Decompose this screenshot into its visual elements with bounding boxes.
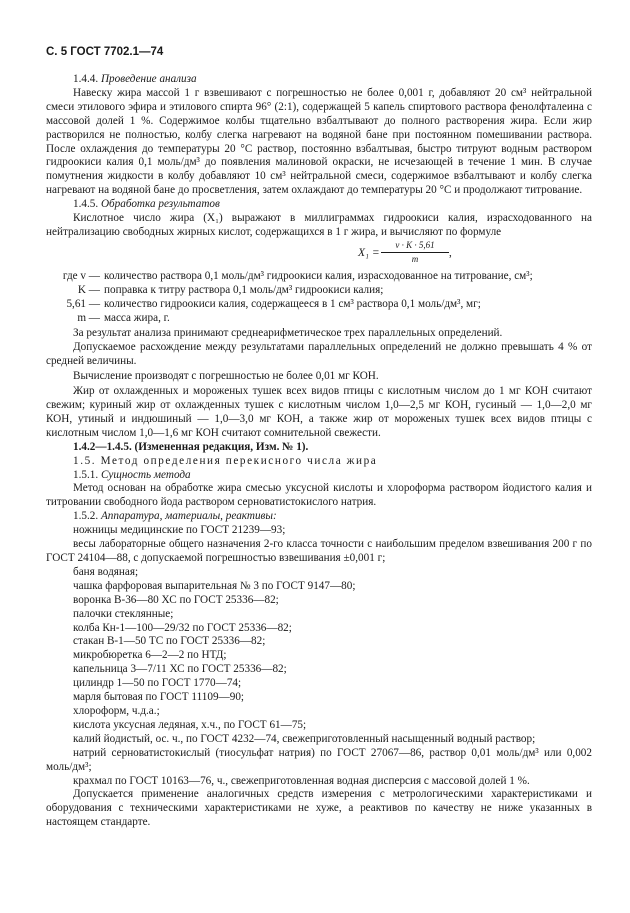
formula-end: ,	[449, 246, 452, 259]
document-body	[46, 73, 592, 830]
section-1-4-5-text: Кислотное число жира (X₁) выражают в миллиграммах гидроокиси калия, израсходованного на нейтрализацию свободных жирных кислот, содержащихся в 1 г жира, и вычисляют по формуле	[46, 212, 592, 238]
formula-lhs: X₁ =	[358, 246, 380, 259]
list-item: Допускается применение аналогичных средств измерения с метрологическими характеристиками и оборудования с техническими характеристиками не хуже, а реактивов по качеству не ниже указанных в настоящем стандарте.	[46, 788, 592, 829]
definition-symbol: где v —	[62, 269, 100, 282]
list-item: хлороформ, ч.д.а.;	[73, 704, 160, 717]
list-item: калий йодистый, ос. ч., по ГОСТ 4232—74, свежеприготовленный насыщенный водный раствор;	[73, 732, 536, 745]
list-item: крахмал по ГОСТ 10163—76, ч., свежеприготовленная водная дисперсия с массовой долей 1 %.	[73, 774, 530, 787]
acid-number-formula	[46, 240, 592, 270]
section-title: Проведение анализа	[100, 73, 197, 85]
list-item: весы лабораторные общего назначения 2-го класса точности с наибольшим пределом взвешивания 200 г по ГОСТ 24104—88, с допускаемой погрешностью взвешивания ±0,001 г;	[46, 538, 592, 564]
section-title: Обработка результатов	[100, 198, 220, 211]
list-item: микробюретка 6—2—2 по НТД;	[73, 649, 227, 662]
list-item: стакан В-1—50 ТС по ГОСТ 25336—82;	[73, 635, 266, 648]
definition-text: масса жира, г.	[104, 311, 170, 324]
list-item: чашка фарфоровая выпарительная № 3 по ГОСТ 9147—80;	[73, 579, 356, 592]
definition-symbol: m —	[77, 311, 100, 324]
definition-text: количество раствора 0,1 моль/дм³ гидроокиси калия, израсходованное на титрование, см³;	[104, 269, 533, 282]
section-1-5-1-heading	[46, 469, 592, 483]
section-1-4-4-heading	[46, 73, 592, 87]
section-1-5-1-text: Метод основан на обработке жира смесью уксусной кислоты и хлороформа раствором йодистого калия и титровании свободного йода раствором серноватистокислого натрия.	[46, 482, 592, 509]
definition-row	[46, 284, 592, 298]
section-title: Аппаратура, материалы, реактивы:	[100, 510, 277, 523]
section-1-4-4-text: Навеску жира массой 1 г взвешивают с погрешностью не более 0,001 г, добавляют 20 см³ нейтральной смеси этилового эфира и этилового спирта 96° (2:1), содержащей 5 капель спиртового раствора фенолфталеина с массовой долей 1 %. Содержимое колбы тщательно взбалтывают до полного растворения жира. Если жир растворился не полностью, колбу слегка нагревают на водяной бане при постоянном помешивании раствора. После охлаждения до температуры 20 °С раствор, постоянно взбалтывая, быстро титруют водным раствором гидроокиси калия 0,1 моль/дм³ до появления малиновой окраски, не исчезающей в течение 1 мин. В случае помутнения жидкости в колбу добавляют 10 см³ нейтральной смеси, содержимое взбалтывают и колбу слегка нагревают на водяной бане до просветления, затем охлаждают до температуры 20 °С и продолжают титрование.	[46, 86, 592, 197]
section-number: 1.4.4.	[73, 73, 99, 85]
list-item: кислота уксусная ледяная, х.ч., по ГОСТ 61—75;	[73, 718, 307, 731]
list-item: марля бытовая по ГОСТ 11109—90;	[73, 691, 245, 704]
definition-row	[46, 312, 592, 326]
list-item: цилиндр 1—50 по ГОСТ 1770—74;	[73, 677, 242, 690]
section-title: Сущность метода	[100, 468, 191, 481]
formula-fraction	[381, 240, 449, 265]
definition-symbol: K —	[77, 283, 100, 296]
amendment-note: 1.4.2—1.4.5. (Измененная редакция, Изм. № 1).	[73, 440, 309, 453]
section-1-4-5-heading	[46, 198, 592, 212]
section-number: 1.4.5.	[73, 198, 99, 211]
section-number: 1.5.1.	[73, 468, 99, 481]
list-item: ножницы медицинские по ГОСТ 21239—93;	[73, 524, 286, 537]
equipment-list	[46, 524, 592, 830]
freshness-paragraph: Жир от охлажденных и мороженых тушек всех видов птицы с кислотным числом до 1 мг КОН считают свежим; куриный жир от охлажденных тушек с кислотным числом 1,0—2,5 мг КОН, гусиный — 1,0—2,0 мг КОН, утиный и индюшиный — 1,0—3,0 мг КОН, а также жир от мороженых тушек всех видов птицы с кислотным числом 1,0—1,6 мг КОН считают сомнительной свежести.	[46, 385, 592, 439]
formula-definitions	[46, 270, 592, 326]
list-item: баня водяная;	[73, 565, 139, 578]
calculation-paragraph: Вычисление производят с погрешностью не более 0,01 мг КОН.	[73, 370, 379, 383]
definition-symbol: 5,61 —	[66, 297, 100, 310]
section-1-5-heading: 1.5. Метод определения перекисного числа жира	[73, 454, 378, 467]
formula-numerator: v · K · 5,61	[381, 240, 449, 253]
page-header: С. 5 ГОСТ 7702.1—74	[46, 46, 164, 58]
definition-row	[46, 270, 592, 284]
formula-denominator: m	[411, 253, 419, 264]
result-paragraph: За результат анализа принимают среднеарифметическое трех параллельных определений.	[73, 326, 503, 339]
definition-text: поправка к титру раствора 0,1 моль/дм³ гидроокиси калия;	[104, 283, 384, 296]
section-1-5-2-heading	[46, 510, 592, 524]
section-number: 1.5.2.	[73, 510, 99, 523]
list-item: натрий серноватистокислый (тиосульфат натрия) по ГОСТ 27067—86, раствор 0,01 моль/дм³ или 0,002 моль/дм³;	[46, 746, 592, 773]
definition-text: количество гидроокиси калия, содержащееся в 1 см³ раствора 0,1 моль/дм³, мг;	[104, 297, 481, 310]
list-item: капельница 3—7/11 ХС по ГОСТ 25336—82;	[73, 663, 287, 676]
list-item: воронка В-36—80 ХС по ГОСТ 25336—82;	[73, 593, 279, 606]
list-item: колба Кн-1—100—29/32 по ГОСТ 25336—82;	[73, 621, 292, 634]
definition-row	[46, 298, 592, 312]
tolerance-paragraph: Допускаемое расхождение между результатами параллельных определений не должно превышать 4 % от средней величины.	[46, 341, 592, 368]
list-item: палочки стеклянные;	[73, 607, 174, 620]
